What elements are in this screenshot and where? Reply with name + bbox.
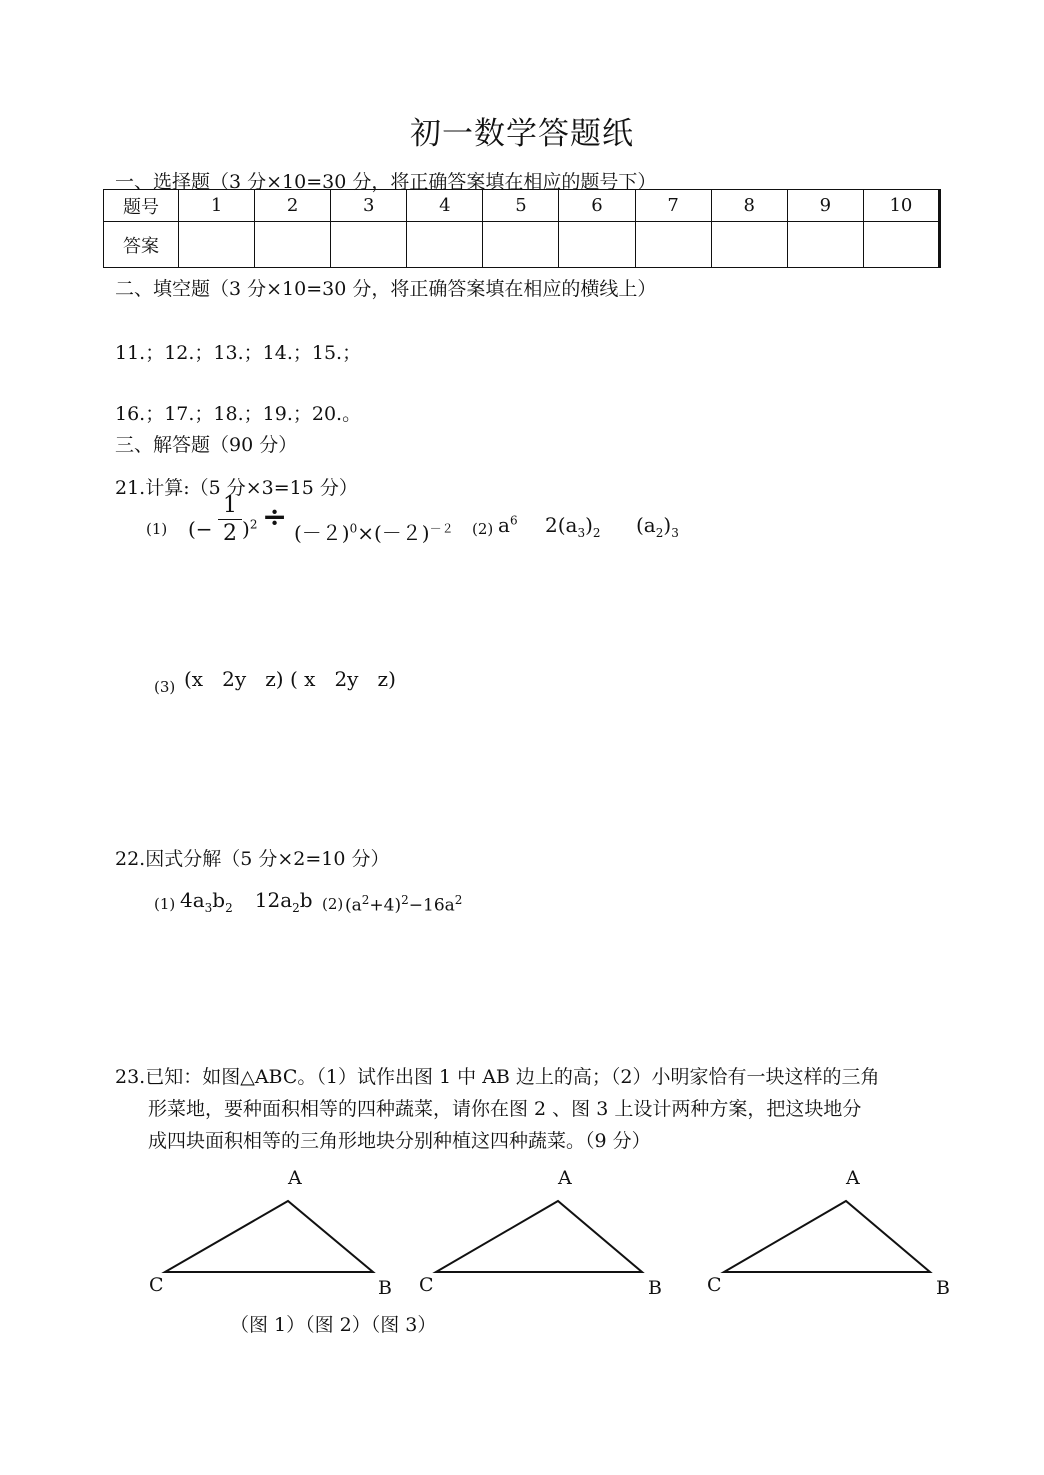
- q23-text-line-1: 23.已知：如图△ABC。（1）试作出图 1 中 AB 边上的高；（2）小明家恰有一块这样的三角: [115, 1066, 880, 1088]
- term: 12a: [254, 888, 293, 912]
- exponent: 6: [509, 513, 518, 528]
- times-term: ×(－２): [357, 521, 430, 545]
- fig3-vertex-c: C: [707, 1274, 722, 1296]
- fig1-vertex-a: A: [288, 1167, 302, 1189]
- base-term: a: [498, 513, 510, 537]
- exponent: 2: [454, 893, 463, 907]
- base-term: (－２): [294, 521, 350, 545]
- triangle-figure-2[interactable]: [436, 1201, 642, 1272]
- fig2-vertex-c: C: [419, 1274, 434, 1296]
- exponent: －２: [429, 521, 454, 536]
- term: b: [212, 888, 226, 912]
- q21-part3-label: (3): [154, 678, 176, 696]
- fraction-denominator: 2: [223, 521, 237, 546]
- exponent: 2: [361, 893, 370, 907]
- question-number-cell: 9: [787, 190, 863, 222]
- exponent: 2: [592, 526, 601, 540]
- question-number-cell: 1: [179, 190, 255, 222]
- question-number-cell: 3: [331, 190, 407, 222]
- q21-part1-close-paren: )$^2$: [242, 517, 258, 541]
- exponent: 2: [225, 901, 233, 915]
- question-number-cell: 10: [863, 190, 939, 222]
- question-number-cell: 2: [255, 190, 331, 222]
- exponent: 2: [655, 526, 664, 540]
- q22-heading: 22.因式分解（5 分×2=10 分）: [115, 848, 390, 870]
- divide-sign: ÷: [262, 500, 288, 535]
- base-term: (a: [636, 513, 656, 537]
- term: 4a: [180, 888, 205, 912]
- fig2-vertex-b: B: [648, 1277, 662, 1299]
- q21-part1-open-paren: (−: [188, 517, 213, 541]
- question-number-cell: 6: [559, 190, 635, 222]
- close-paren: ): [585, 513, 593, 537]
- fraction-numerator: 1: [223, 493, 237, 518]
- fill-blank-line-1: 11.；12.；13.；14.；15.；: [115, 342, 362, 364]
- page-title: 初一数学答题纸: [410, 116, 634, 152]
- fill-blank-line-2: 16.；17.；18.；19.；20.。: [115, 403, 362, 425]
- fig1-vertex-b: B: [378, 1277, 392, 1299]
- question-number-cell: 7: [635, 190, 711, 222]
- q22-part2-label: (2): [322, 895, 344, 913]
- question-number-cell: 5: [483, 190, 559, 222]
- exponent: 0: [349, 521, 358, 536]
- q21-part2-label: (2): [472, 520, 494, 538]
- q21-part3-expression: (x 2y z) ( x 2y z): [184, 667, 396, 691]
- section3-heading: 三、解答题（90 分）: [115, 434, 298, 456]
- exponent: 3: [577, 526, 586, 540]
- fig1-vertex-c: C: [149, 1274, 164, 1296]
- figure-captions: （图 1）（图 2）（图 3）: [230, 1314, 437, 1336]
- question-number-cell: 8: [711, 190, 787, 222]
- q23-text-line-2: 形菜地，要种面积相等的四种蔬菜，请你在图 2 、图 3 上设计两种方案，把这块地分: [148, 1098, 862, 1120]
- section1-heading: 一、选择题（3 分×10=30 分，将正确答案填在相应的题号下）: [115, 171, 657, 193]
- exponent: 2: [401, 893, 409, 907]
- section2-heading: 二、填空题（3 分×10=30 分，将正确答案填在相应的横线上）: [115, 278, 657, 300]
- term: −16a: [408, 895, 455, 916]
- q23-text-line-3: 成四块面积相等的三角形地块分别种植这四种蔬菜。（9 分）: [148, 1130, 651, 1152]
- base-term: 2(a: [545, 513, 578, 537]
- term: +4): [369, 895, 402, 916]
- q21-heading: 21.计算:（5 分×3=15 分）: [115, 477, 358, 499]
- q22-part1-label: (1): [154, 895, 176, 913]
- fig3-vertex-a: A: [846, 1167, 860, 1189]
- exponent: 3: [671, 526, 679, 540]
- row-header-number: 题号: [104, 190, 179, 222]
- fig2-vertex-a: A: [558, 1167, 572, 1189]
- exponent: 2: [249, 517, 258, 532]
- question-number-cell: 4: [407, 190, 483, 222]
- triangle-figure-3[interactable]: [724, 1201, 930, 1272]
- q21-part1-label: (1): [146, 520, 168, 538]
- exponent: 2: [292, 901, 300, 915]
- fig3-vertex-b: B: [936, 1277, 950, 1299]
- term: (a: [345, 895, 362, 916]
- close-paren: ): [663, 513, 672, 537]
- row-header-answer: 答案: [104, 222, 179, 268]
- triangle-figure-1[interactable]: [165, 1201, 373, 1272]
- exponent: 3: [204, 901, 213, 915]
- term: b: [299, 888, 313, 912]
